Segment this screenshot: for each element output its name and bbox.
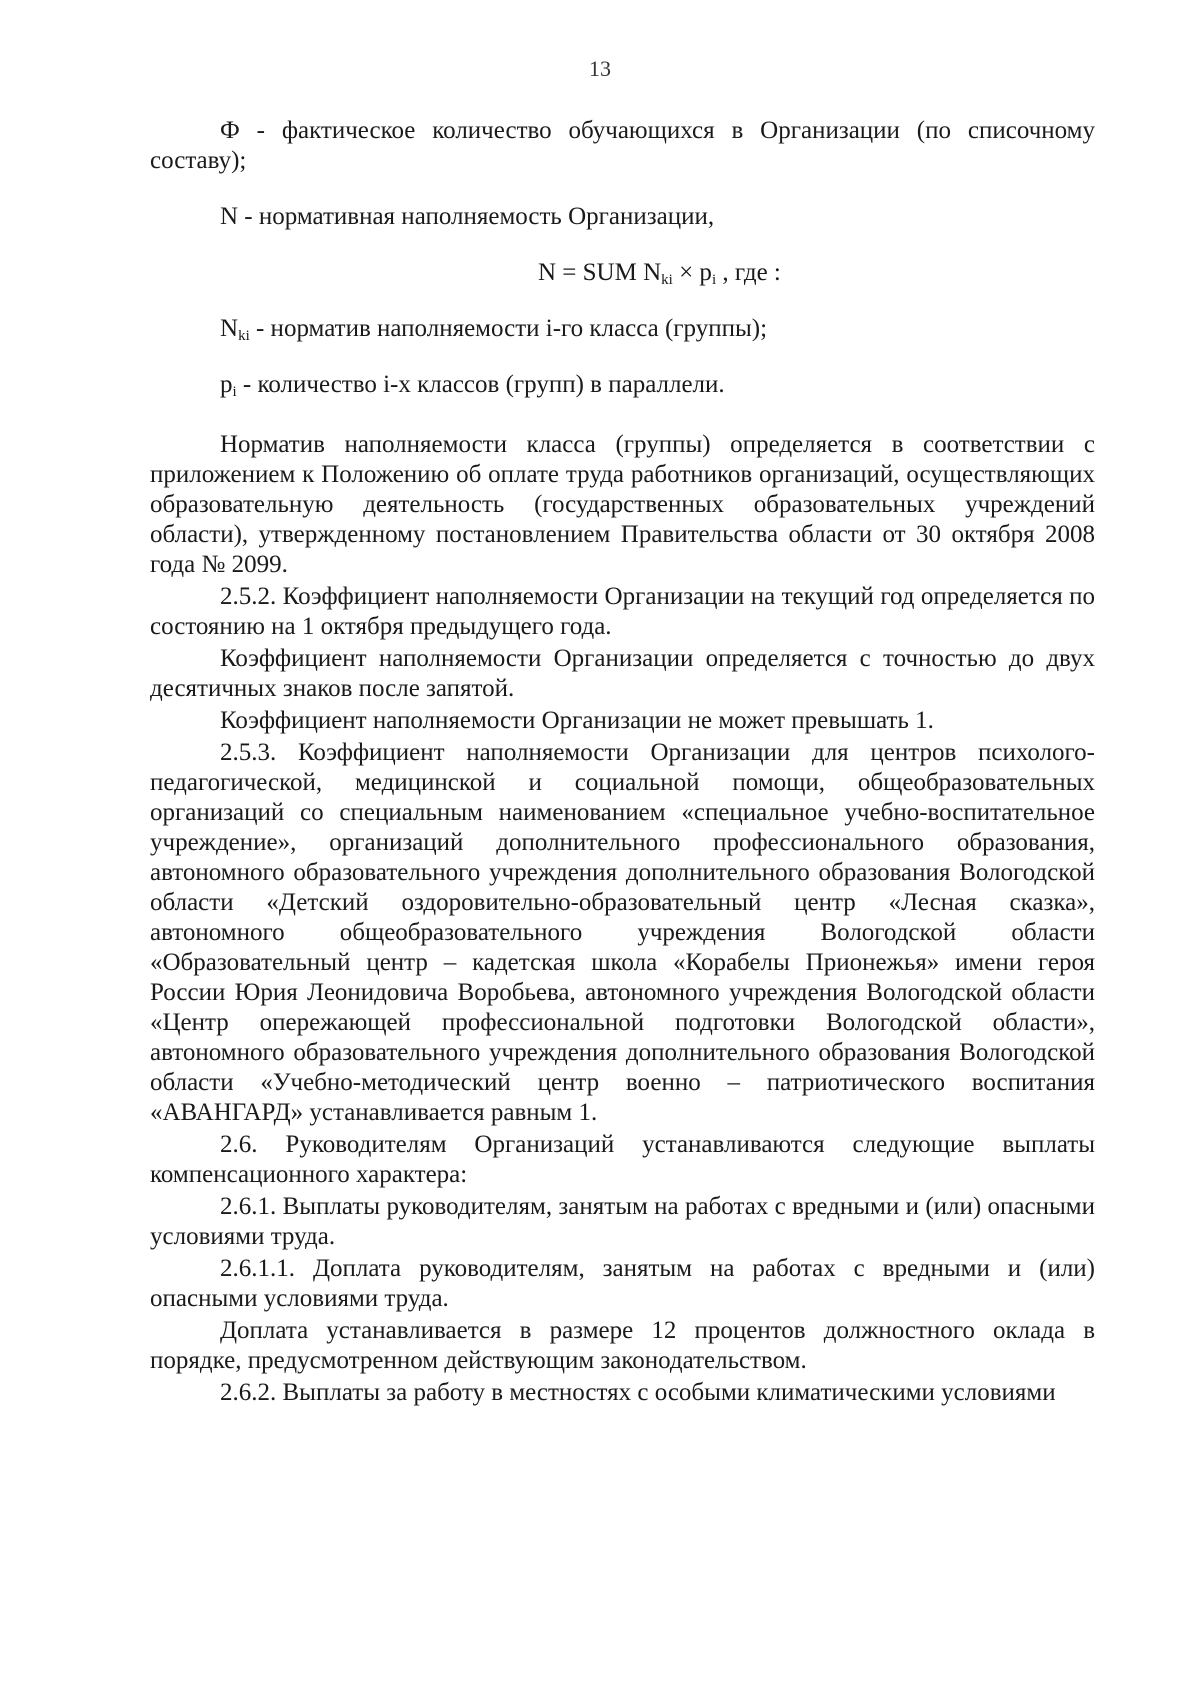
paragraph-2-6-1: 2.6.1. Выплаты руководителям, занятым на работах с вредными и (или) опасными условиями труда.: [150, 1193, 1095, 1250]
definition-phi: Ф - фактическое количество обучающихся в Организации (по списочному составу);: [150, 117, 1095, 174]
formula-mid: × p: [672, 259, 712, 286]
formula-subscript-ki: ki: [661, 272, 673, 288]
paragraph-precision: Коэффициент наполняемости Организации определяется с точностью до двух десятичных знаков после запятой.: [150, 645, 1095, 702]
paragraph-2-6-2: 2.6.2. Выплаты за работу в местностях с особыми климатическими условиями: [220, 1379, 1056, 1406]
paragraph-max: Коэффициент наполняемости Организации не может превышать 1.: [220, 707, 934, 734]
formula-lhs: N = SUM N: [538, 259, 662, 286]
paragraph-2-6-1-1: 2.6.1.1. Доплата руководителям, занятым на работах с вредными и (или) опасными условиями труда.: [150, 1255, 1095, 1312]
formula-n: [150, 258, 1095, 288]
pi-text: - количество i-х классов (групп) в параллели.: [236, 371, 725, 398]
pi-symbol: p: [220, 371, 233, 398]
paragraph-2-5-2: 2.5.2. Коэффициент наполняемости Организации на текущий год определяется по состоянию на 1 октября предыдущего года.: [150, 583, 1095, 640]
paragraph-2-6: 2.6. Руководителям Организаций устанавливаются следующие выплаты компенсационного характера:: [150, 1131, 1095, 1188]
formula-rhs: , где :: [716, 259, 781, 286]
pi-subscript: i: [232, 384, 237, 400]
page-number: 13: [589, 56, 611, 81]
definition-pi: [150, 370, 1095, 400]
nki-symbol: N: [220, 315, 239, 342]
document-body: [150, 116, 1095, 1408]
formula-subscript-i: i: [711, 272, 717, 288]
nki-text: - норматив наполняемости i-го класса (группы);: [249, 315, 768, 342]
nki-subscript: ki: [238, 328, 250, 344]
paragraph-surcharge: Доплата устанавливается в размере 12 процентов должностного оклада в порядке, предусмотренном действующим законодательством.: [150, 1317, 1095, 1374]
paragraph-2-5-3: 2.5.3. Коэффициент наполняемости Организации для центров психолого-педагогической, медицинской и социальной помощи, общеобразовательных организаций со специальным наименованием «специальное учебно-воспитательное учреждение», организаций дополнительного профессионального образования, автономного образовательного учреждения дополнительного образования Вологодской области «Детский оздоровительно-образовательный центр «Лесная сказка», автономного общеобразовательного учреждения Вологодской области «Образовательный центр – кадетская школа «Корабелы Прионежья» имени героя России Юрия Леонидовича Воробьева, автономного учреждения Вологодской области «Центр опережающей профессиональной подготовки Вологодской области», автономного образовательного учреждения дополнительного образования Вологодской области «Учебно-методический центр военно – патриотического воспитания «АВАНГАРД» устанавливается равным 1.: [150, 739, 1095, 1126]
definition-n: N - нормативная наполняемость Организации,: [220, 203, 715, 230]
definition-nki: [150, 314, 1095, 344]
paragraph-norm: Норматив наполняемости класса (группы) определяется в соответствии с приложением к Положению об оплате труда работников организаций, осуществляющих образовательную деятельность (государственных образовательных учреждений области), утвержденному постановлением Правительства области от 30 октября 2008 года № 2099.: [150, 431, 1095, 578]
